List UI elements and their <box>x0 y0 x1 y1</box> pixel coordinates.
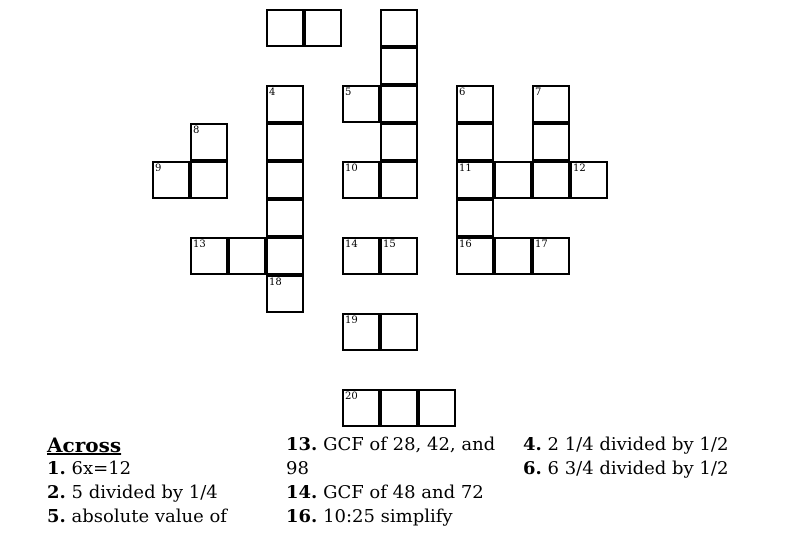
grid-cell[interactable] <box>380 237 418 275</box>
clue-across-13 <box>286 433 516 481</box>
cell-number: 7 <box>535 87 542 98</box>
clue-across-16 <box>286 505 516 529</box>
clue-text: 5 divided by 1/4 <box>71 482 218 503</box>
grid-cell[interactable] <box>266 199 304 237</box>
clue-number: 5. <box>47 506 66 527</box>
grid-cell[interactable] <box>380 389 418 427</box>
cell-number: 15 <box>383 239 396 250</box>
grid-cell[interactable] <box>266 275 304 313</box>
clue-number: 6. <box>523 458 542 479</box>
grid-cell[interactable] <box>342 161 380 199</box>
grid-cell[interactable] <box>380 9 418 47</box>
cell-number: 11 <box>459 163 472 174</box>
clue-text: 6x=12 <box>71 458 132 479</box>
grid-cell[interactable] <box>456 123 494 161</box>
clue-down-4 <box>523 433 753 457</box>
cell-number: 8 <box>193 125 200 136</box>
cell-number: 10 <box>345 163 358 174</box>
clue-text: 6 3/4 divided by 1/2 <box>547 458 729 479</box>
across-clues-continued <box>286 433 516 529</box>
down-clues <box>523 433 753 481</box>
clue-across-2 <box>47 481 277 505</box>
across-heading: Across <box>47 433 122 457</box>
clue-number: 16. <box>286 506 318 527</box>
clue-down-6 <box>523 457 753 481</box>
grid-cell[interactable] <box>494 161 532 199</box>
clue-text: 10:25 simplify <box>323 506 453 527</box>
cell-number: 5 <box>345 87 352 98</box>
clue-number: 4. <box>523 434 542 455</box>
grid-cell[interactable] <box>532 123 570 161</box>
grid-cell[interactable] <box>228 237 266 275</box>
cell-number: 6 <box>459 87 466 98</box>
clue-across-1 <box>47 457 277 481</box>
grid-cell[interactable] <box>570 161 608 199</box>
clue-text: absolute value of <box>71 506 227 527</box>
grid-cell[interactable] <box>456 161 494 199</box>
grid-cell[interactable] <box>342 313 380 351</box>
cell-number: 14 <box>345 239 358 250</box>
grid-cell[interactable] <box>190 237 228 275</box>
cell-number: 4 <box>269 87 276 98</box>
grid-cell[interactable] <box>342 237 380 275</box>
cell-number: 17 <box>535 239 548 250</box>
grid-cell[interactable] <box>342 389 380 427</box>
across-clues <box>47 433 277 529</box>
clue-number: 13. <box>286 434 318 455</box>
grid-cell[interactable] <box>190 123 228 161</box>
clue-across-5 <box>47 505 277 529</box>
cell-number: 16 <box>459 239 472 250</box>
grid-cell[interactable] <box>266 161 304 199</box>
grid-cell[interactable] <box>418 389 456 427</box>
clue-number: 2. <box>47 482 66 503</box>
grid-cell[interactable] <box>494 237 532 275</box>
cell-number: 18 <box>269 277 282 288</box>
grid-cell[interactable] <box>456 199 494 237</box>
grid-cell[interactable] <box>380 161 418 199</box>
cell-number: 19 <box>345 315 358 326</box>
grid-cell[interactable] <box>532 161 570 199</box>
grid-cell[interactable] <box>532 85 570 123</box>
grid-cell[interactable] <box>456 85 494 123</box>
grid-cell[interactable] <box>190 161 228 199</box>
clue-text: GCF of 28, 42, and 98 <box>286 434 496 479</box>
cell-number: 12 <box>573 163 586 174</box>
clue-text: GCF of 48 and 72 <box>323 482 484 503</box>
grid-cell[interactable] <box>304 9 342 47</box>
cell-number: 20 <box>345 391 358 402</box>
grid-cell[interactable] <box>342 85 380 123</box>
grid-cell[interactable] <box>380 47 418 85</box>
grid-cell[interactable] <box>456 237 494 275</box>
grid-cell[interactable] <box>266 85 304 123</box>
grid-cell[interactable] <box>532 237 570 275</box>
clue-text: 2 1/4 divided by 1/2 <box>547 434 729 455</box>
grid-cell[interactable] <box>380 85 418 123</box>
grid-cell[interactable] <box>380 123 418 161</box>
clue-across-14 <box>286 481 516 505</box>
cell-number: 13 <box>193 239 206 250</box>
cell-number: 9 <box>155 163 162 174</box>
clue-number: 14. <box>286 482 318 503</box>
clue-number: 1. <box>47 458 66 479</box>
grid-cell[interactable] <box>266 123 304 161</box>
grid-cell[interactable] <box>266 237 304 275</box>
grid-cell[interactable] <box>266 9 304 47</box>
grid-cell[interactable] <box>152 161 190 199</box>
grid-cell[interactable] <box>380 313 418 351</box>
